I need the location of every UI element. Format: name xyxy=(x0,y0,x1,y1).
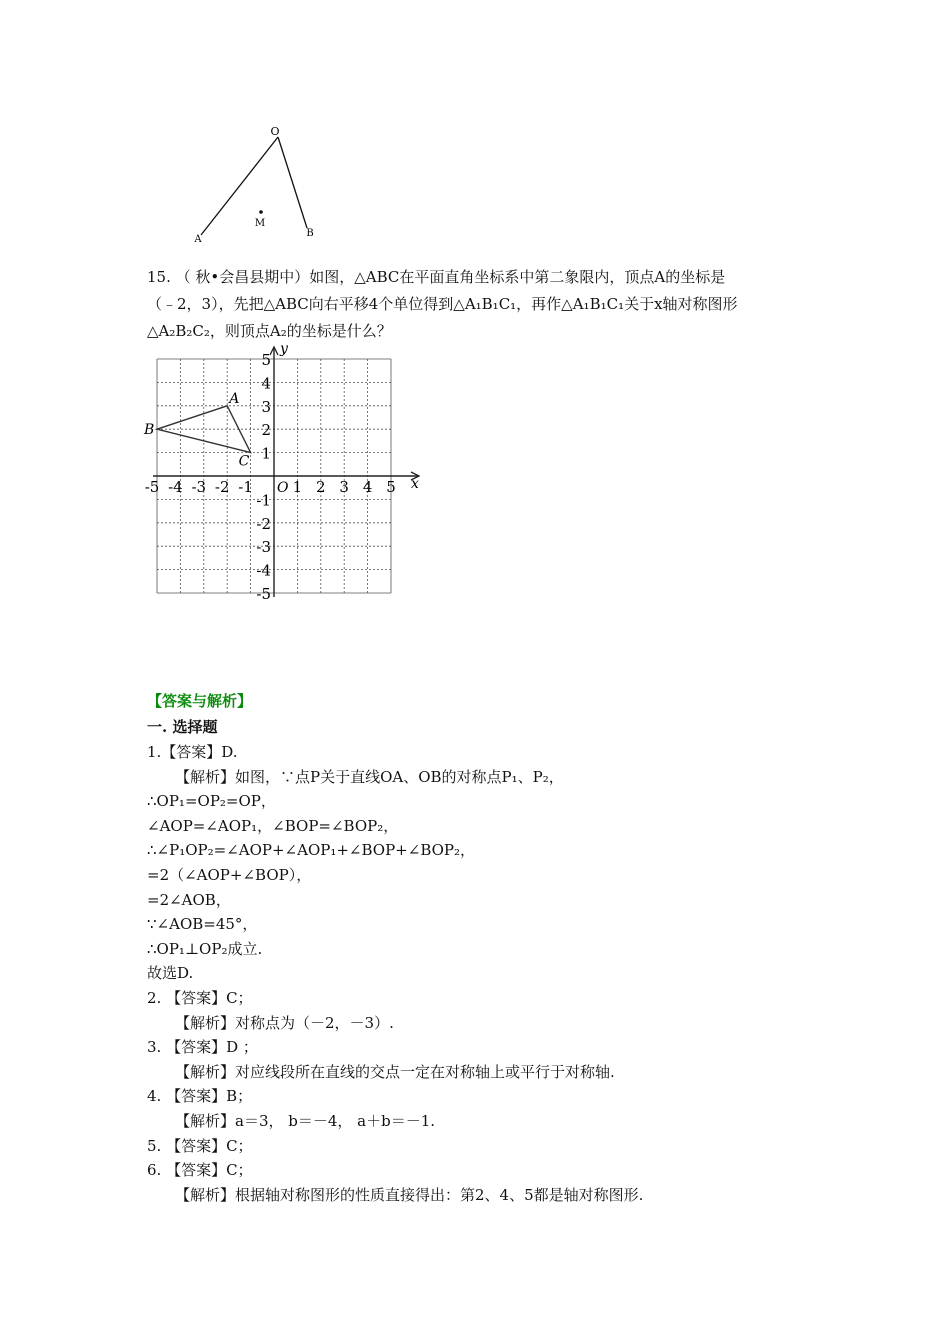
y-tick-label: -3 xyxy=(256,538,271,557)
label-m: M xyxy=(254,218,266,229)
label-a: A xyxy=(194,234,202,245)
angle-figure xyxy=(185,120,335,250)
answers-heading: 【答案与解析】 xyxy=(147,692,253,710)
answer-line: ∵∠AOB=45°， xyxy=(147,915,258,934)
answer-line: 2. 【答案】C； xyxy=(147,989,253,1007)
answer-line: 【解析】根据轴对称图形的性质直接得出：第2、4、5都是轴对称图形. xyxy=(175,1185,644,1204)
ray-oa xyxy=(201,137,278,235)
y-tick-label: 2 xyxy=(261,421,271,440)
x-tick-label: 1 xyxy=(292,478,303,496)
label-a: A xyxy=(229,390,240,407)
x-tick-label: 2 xyxy=(316,478,326,496)
y-tick-label: 3 xyxy=(261,397,271,416)
answer-line: 【解析】如图，∵点P关于直线OA、OB的对称点P₁、P₂， xyxy=(175,767,564,786)
point-m xyxy=(259,210,263,214)
ray-ob xyxy=(278,137,307,228)
answer-line: 【解析】对称点为（－2，－3）. xyxy=(175,1013,394,1032)
y-axis-label: y xyxy=(280,345,288,357)
x-tick-label: -4 xyxy=(168,478,183,496)
answer-line: 故选D. xyxy=(147,964,194,983)
x-axis-label: x xyxy=(411,476,419,492)
problem15-line3: △A₂B₂C₂，则顶点A₂的坐标是什么？ xyxy=(147,322,392,340)
answer-line: ∴OP₁⊥OP₂成立. xyxy=(147,939,263,958)
answer-line: 3. 【答案】D ； xyxy=(147,1038,258,1057)
x-tick-label: 5 xyxy=(386,478,396,496)
y-tick-label: 4 xyxy=(261,374,271,393)
x-tick-label: -2 xyxy=(214,478,230,496)
answer-line: =2（∠AOP+∠BOP）， xyxy=(147,866,312,884)
coordinate-graph xyxy=(140,345,420,610)
y-tick-label: -1 xyxy=(256,491,271,510)
y-tick-label: 1 xyxy=(261,444,271,463)
label-c: C xyxy=(238,453,250,470)
answer-line: ∴∠P₁OP₂=∠AOP+∠AOP₁+∠BOP+∠BOP₂， xyxy=(147,841,476,860)
answer-line: =2∠AOB， xyxy=(147,890,231,909)
x-tick-label: -5 xyxy=(144,478,160,496)
section-title: 一. 选择题 xyxy=(147,718,218,736)
label-b: B xyxy=(144,422,155,439)
x-tick-label: -3 xyxy=(191,478,207,496)
y-tick-label: -5 xyxy=(256,585,271,603)
answer-line: 【解析】a＝3， b＝－4， a＋b＝－1. xyxy=(175,1112,436,1130)
origin-label: O xyxy=(277,480,289,496)
problem15-line1: 15. （ 秋•会昌县期中）如图，△ABC在平面直角坐标系中第二象限内，顶点A的坐标是 xyxy=(147,268,726,286)
label-o: O xyxy=(270,125,280,138)
answer-line: 4. 【答案】B； xyxy=(147,1087,253,1106)
problem15-line2: （﹣2，3），先把△ABC向右平移4个单位得到△A₁B₁C₁，再作△A₁B₁C₁关于x轴对称图形 xyxy=(147,295,738,313)
y-tick-label: 5 xyxy=(261,351,271,369)
answer-line: ∠AOP=∠AOP₁，∠BOP=∠BOP₂， xyxy=(147,816,399,835)
answer-line: ∴OP₁=OP₂=OP， xyxy=(147,792,276,811)
x-tick-label: 3 xyxy=(339,478,349,496)
answer-line: 5. 【答案】C； xyxy=(147,1136,253,1155)
answer-line: 1.【答案】D. xyxy=(147,743,238,761)
y-tick-label: -4 xyxy=(256,561,271,580)
y-tick-label: -2 xyxy=(256,514,271,533)
x-tick-label: -1 xyxy=(238,478,253,496)
answer-line: 【解析】对应线段所在直线的交点一定在对称轴上或平行于对称轴. xyxy=(175,1062,615,1081)
label-b: B xyxy=(306,228,314,239)
x-tick-label: 4 xyxy=(362,478,373,496)
answer-line: 6. 【答案】C； xyxy=(147,1161,253,1180)
